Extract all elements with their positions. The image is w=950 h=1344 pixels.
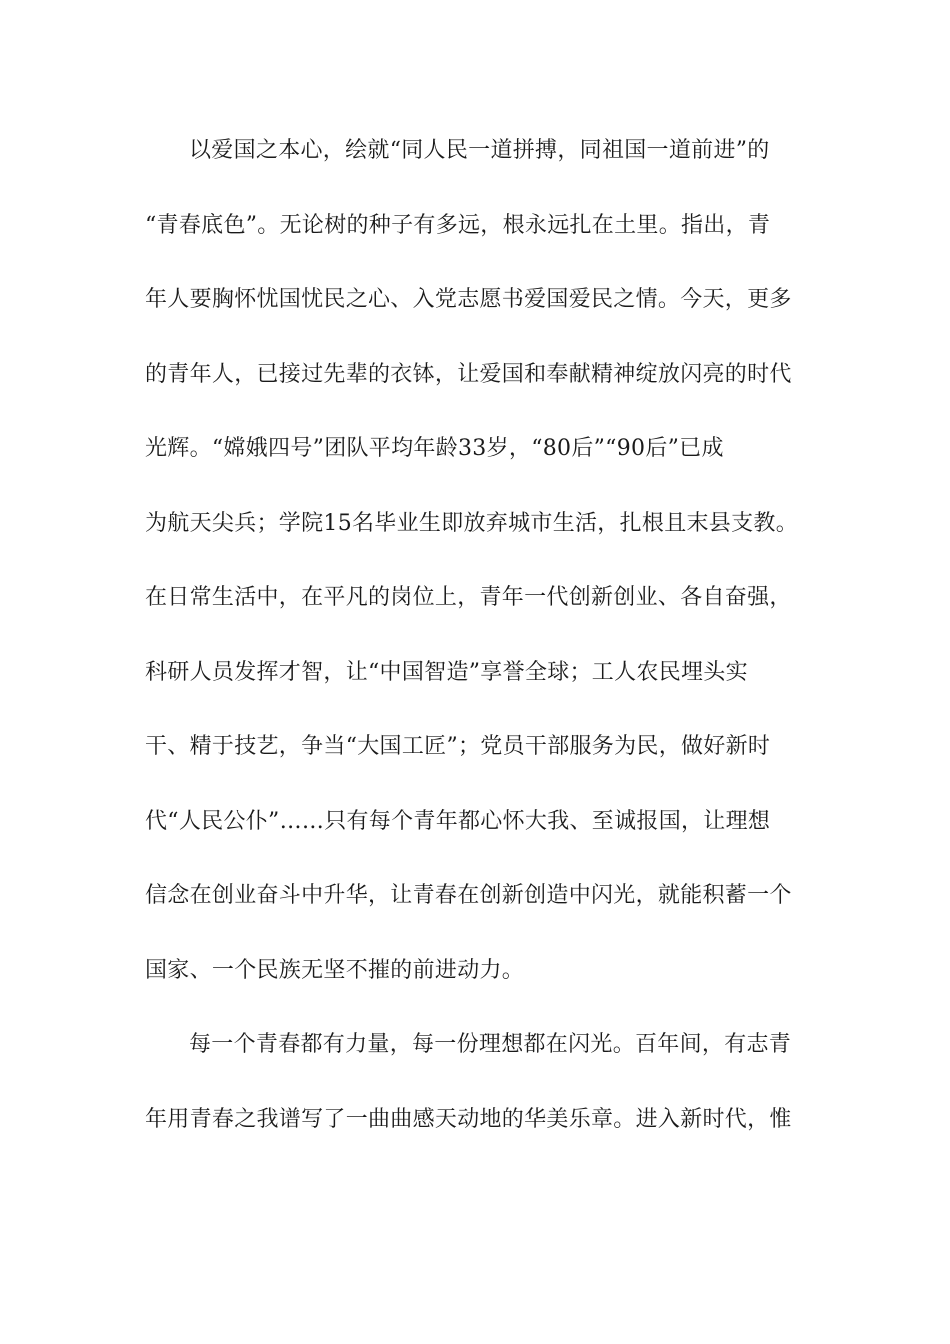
paragraph-1-line-7: 在日常生活中，在平凡的岗位上，青年一代创新创业、各自奋强， — [145, 585, 792, 610]
paragraph-2-line-2: 年用青春之我谱写了一曲曲感天动地的华美乐章。进入新时代，惟 — [145, 1106, 792, 1132]
paragraph-1-line-10: 代“人民公仆”……只有每个青年都心怀大我、至诚报国，让理想 — [145, 808, 771, 834]
paragraph-1-line-11: 信念在创业奋斗中升华，让青春在创新创造中闪光，就能积蓄一个 — [145, 883, 792, 908]
paragraph-1-line-6: 为航天尖兵；学院15名毕业生即放弃城市生活，扎根且末县支教。 — [145, 510, 798, 536]
paragraph-1-line-2: “青春底色”。无论树的种子有多远，根永远扎在土里。指出，青 — [145, 212, 771, 238]
paragraph-1-line-4: 的青年人，已接过先辈的衣钵，让爱国和奉献精神绽放闪亮的时代 — [145, 361, 792, 387]
body-text — [145, 128, 798, 1171]
paragraph-1-line-1: 以爱国之本心，绘就“同人民一道拼搏，同祖国一道前进”的 — [189, 138, 770, 163]
paragraph-1-line-3: 年人要胸怀忧国忧民之心、入党志愿书爱国爱民之情。今天，更多 — [145, 287, 792, 312]
paragraph-1-line-5: 光辉。“嫦娥四号”团队平均年龄33岁，“80后”“90后”已成 — [145, 436, 724, 461]
paragraph-1-line-12: 国家、一个民族无坚不摧的前进动力。 — [145, 957, 525, 983]
paragraph-1-line-8: 科研人员发挥才智，让“中国智造”享誉全球；工人农民埋头实 — [145, 659, 748, 685]
paragraph-1-line-9: 干、精于技艺，争当“大国工匠”；党员干部服务为民，做好新时 — [145, 734, 771, 759]
paragraph-2-line-1: 每一个青春都有力量，每一份理想都在闪光。百年间，有志青 — [189, 1032, 792, 1057]
